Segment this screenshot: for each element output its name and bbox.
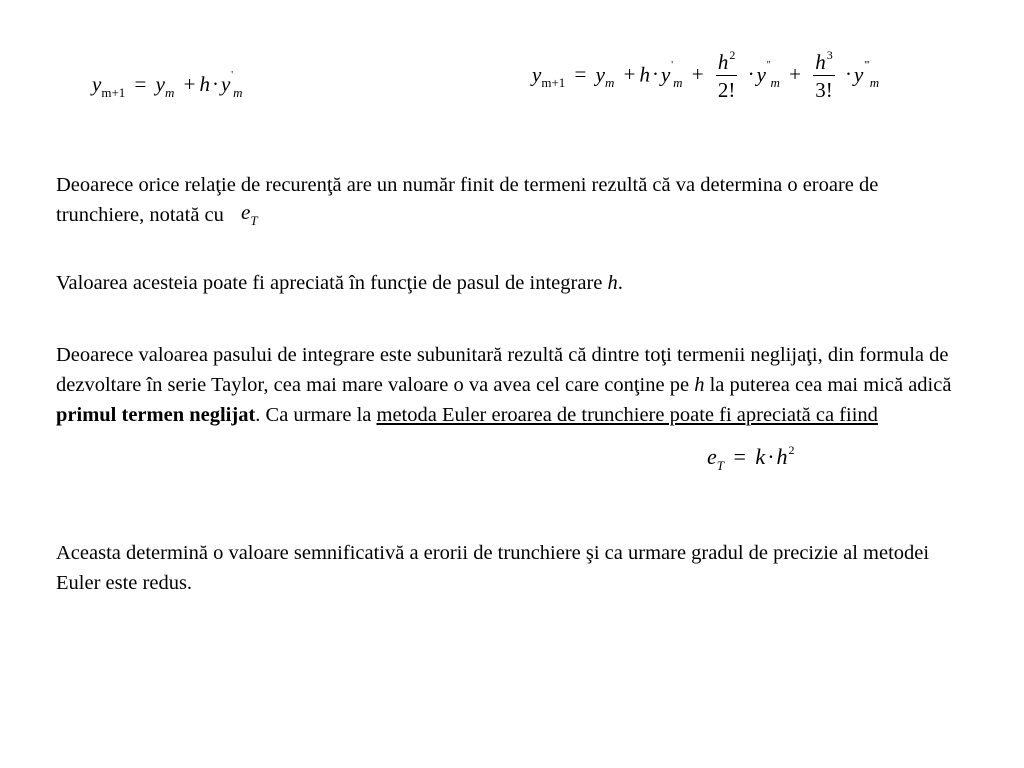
error-equals: = <box>733 444 746 469</box>
euler-y-m: y <box>155 72 165 96</box>
taylor-formula <box>532 48 880 102</box>
euler-sub-m-plus-1: m+1 <box>101 85 126 100</box>
taylor-prime-1: ' <box>671 60 674 72</box>
euler-y-deriv: y <box>220 72 231 96</box>
euler-dot: · <box>211 72 219 96</box>
para3-underlined: metoda Euler eroarea de trunchiere poate fi apreciată ca fiind <box>376 404 878 426</box>
taylor-y-d1: y <box>660 62 671 87</box>
taylor-y-m: y <box>595 62 605 87</box>
paragraph-conclusion <box>56 538 968 598</box>
paragraph-truncation-error-intro <box>56 170 968 230</box>
para2-h: h <box>607 272 618 294</box>
paragraph-first-neglected-term <box>56 340 968 430</box>
taylor-dot-1: · <box>651 62 659 87</box>
frac-h2-exp: 2 <box>729 48 736 62</box>
taylor-h: h <box>639 62 650 87</box>
taylor-sub-m-plus-1: m+1 <box>541 75 566 91</box>
taylor-dot-2: · <box>747 62 755 87</box>
taylor-plus-3: + <box>789 62 801 87</box>
taylor-prime-2: '' <box>766 60 771 72</box>
error-k: k <box>755 444 766 469</box>
taylor-y-d2: y <box>756 62 766 87</box>
euler-equals: = <box>134 72 147 96</box>
euler-plus: + <box>183 72 196 96</box>
error-e: e <box>707 444 717 469</box>
error-T: T <box>716 458 724 473</box>
para1-text: Deoarece orice relaţie de recurenţă are un număr finit de termeni rezultă că va determina o eroare de trunchiere, notată cu <box>56 174 879 226</box>
symbol-e: e <box>241 200 251 224</box>
taylor-sub-m-d1: m <box>673 75 683 91</box>
euler-sub-m-2: m <box>233 85 243 100</box>
taylor-prime-3: ''' <box>864 60 870 72</box>
para3-part1: Deoarece valoarea pasului de integrare este subunitară rezultă că dintre toţi termenii neglijaţi, din formula de dezvoltare în serie Taylor, cea mai mare valoare o va avea cel care conţine pe <box>56 344 949 396</box>
euler-prime: ' <box>231 70 234 81</box>
para3-part2: la puterea cea mai mică adică <box>709 374 952 396</box>
taylor-y-lhs: y <box>532 62 542 87</box>
para3-h: h <box>694 374 705 396</box>
taylor-dot-3: · <box>844 62 852 87</box>
frac-h3-h: h <box>815 50 826 74</box>
frac-h3-den: 3! <box>815 78 833 102</box>
taylor-sub-m-d2: m <box>770 75 780 91</box>
taylor-sub-m-d3: m <box>869 75 880 91</box>
euler-formula <box>92 70 243 100</box>
error-exp: 2 <box>788 443 795 457</box>
para3-bold-term: primul termen neglijat <box>56 404 256 426</box>
taylor-fraction-h3 <box>813 48 835 102</box>
euler-h: h <box>199 72 210 96</box>
taylor-fraction-h2 <box>716 48 738 102</box>
para3-part3: . Ca urmare la <box>255 404 372 426</box>
taylor-sub-m: m <box>604 75 615 91</box>
euler-sub-m: m <box>164 85 175 100</box>
taylor-plus-1: + <box>623 62 636 87</box>
taylor-plus-2: + <box>691 62 704 87</box>
taylor-equals: = <box>574 62 587 87</box>
error-h: h <box>776 444 788 469</box>
taylor-y-d3: y <box>853 62 864 87</box>
frac-h3-exp: 3 <box>826 48 833 62</box>
frac-h2-h: h <box>717 50 729 74</box>
error-dot: · <box>767 444 775 469</box>
symbol-eT <box>241 200 258 228</box>
symbol-T: T <box>250 213 258 228</box>
paragraph-step-dependence <box>56 268 968 298</box>
error-formula <box>707 443 795 473</box>
para4-text: Aceasta determină o valoare semnificativă a erorii de trunchiere şi ca urmare gradul de precizie al metodei Euler este redus. <box>56 542 930 594</box>
para2-end: . <box>617 272 623 294</box>
euler-y-lhs: y <box>92 72 102 96</box>
para2-text: Valoarea acesteia poate fi apreciată în funcţie de pasul de integrare <box>56 272 603 294</box>
frac-h2-den: 2! <box>717 78 736 102</box>
